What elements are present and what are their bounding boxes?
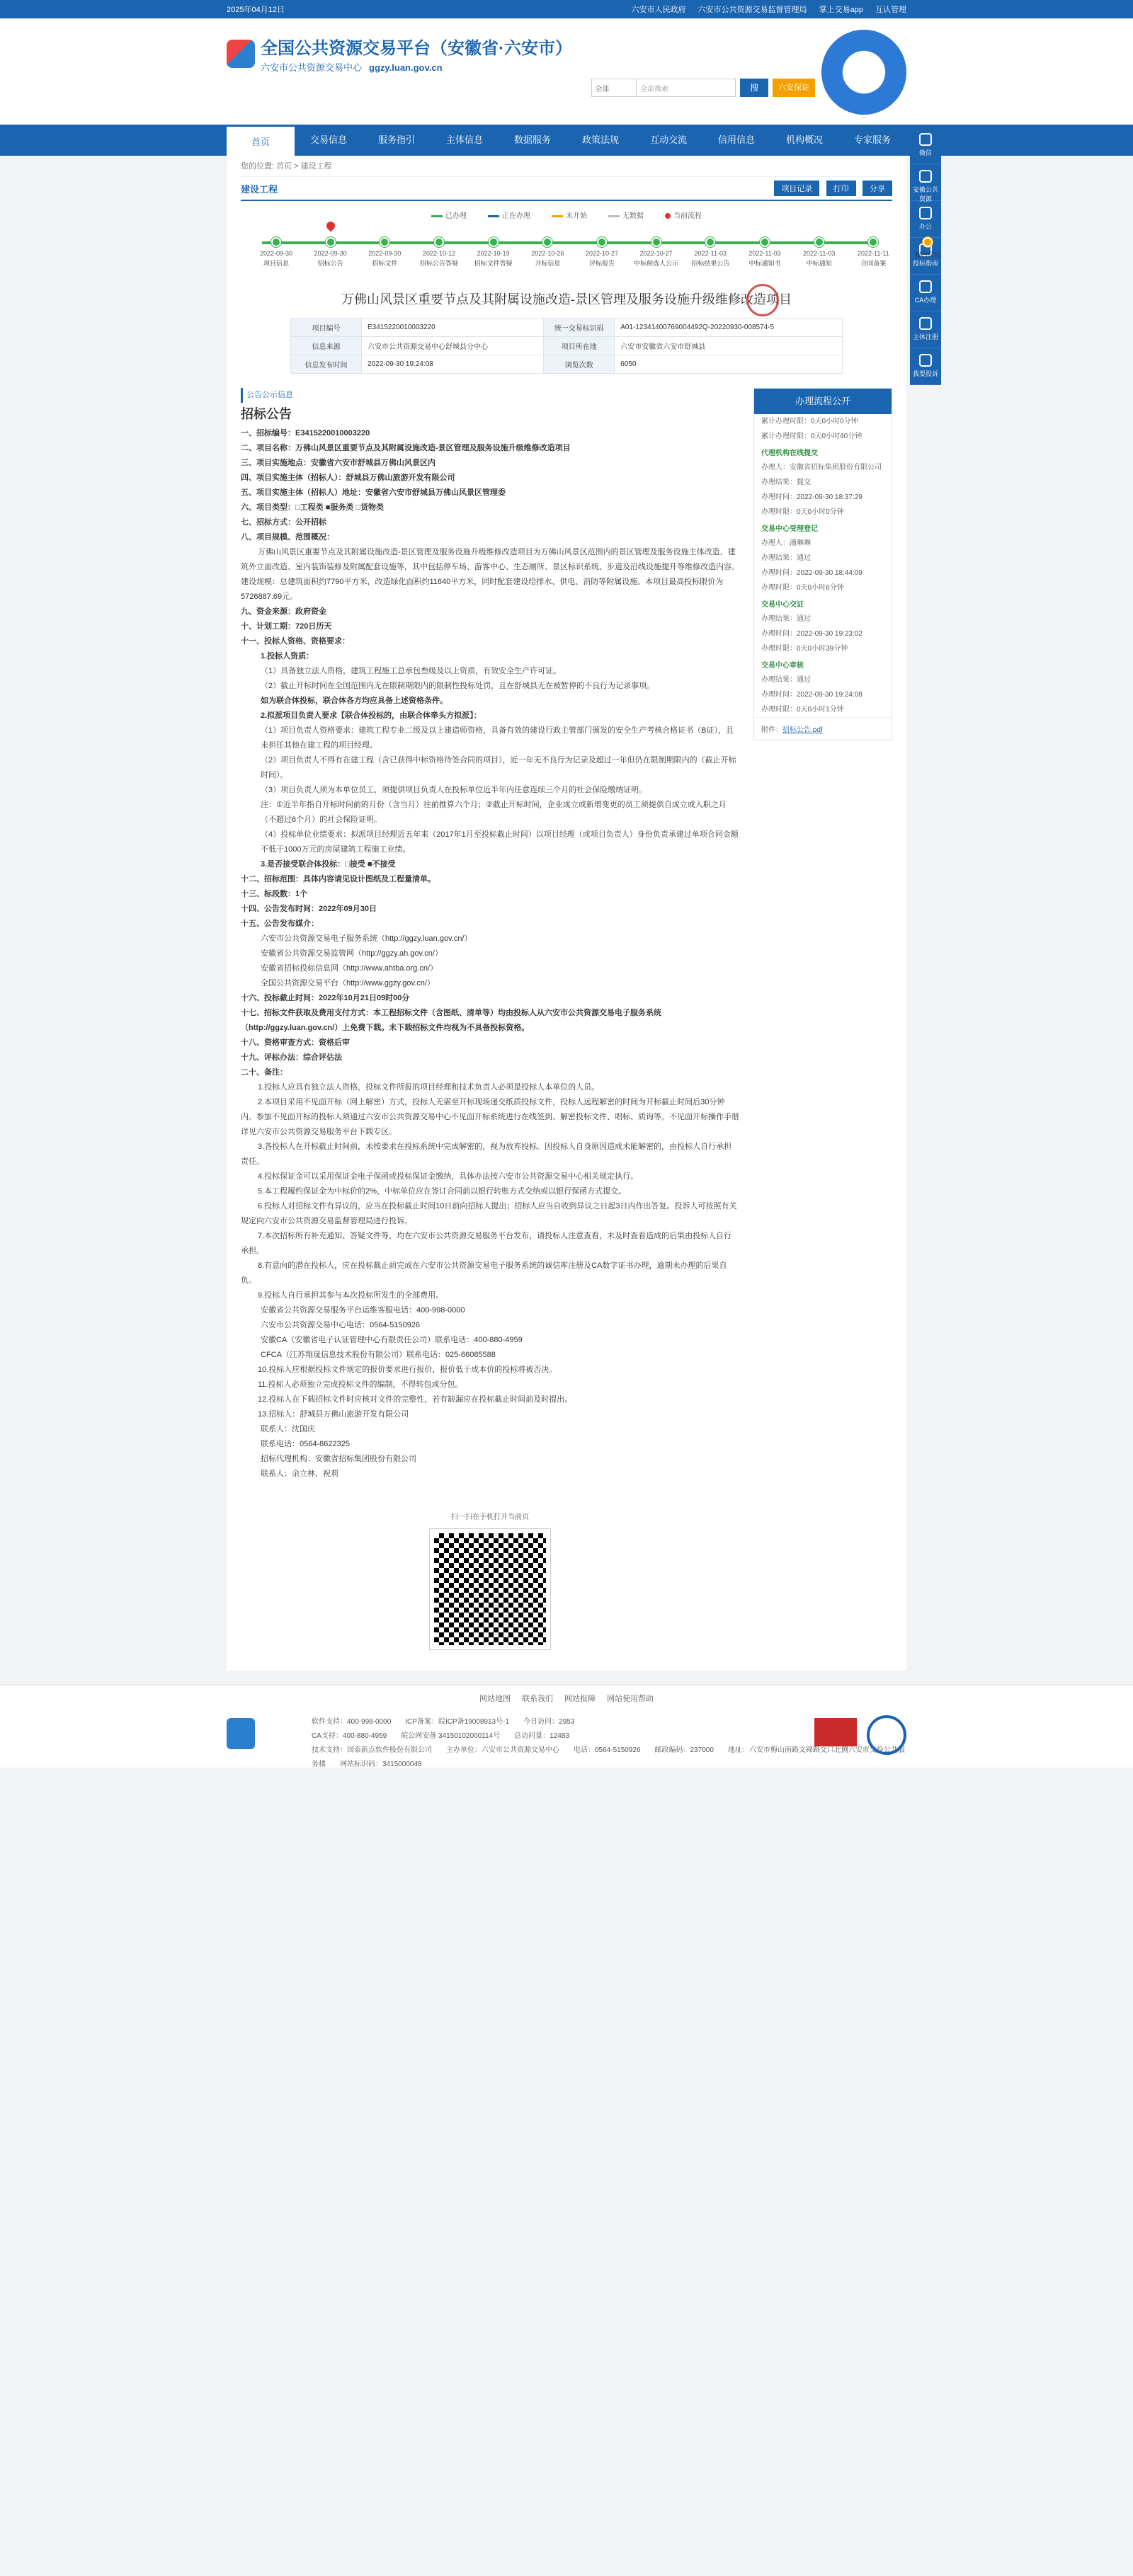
qr-code [430,1529,550,1649]
timeline-label: 招标公告 [317,260,343,267]
footer-text: 今日访问：2953 [523,1718,575,1726]
notice-line: 二十、备注： [241,1068,287,1077]
process-step-row: 办理结果：通过 [761,676,811,684]
legend-item: 未开始 [552,210,587,220]
notice-line: 10.投标人应根据投标文件规定的报价要求进行报价，报价低于成本价的投标将被否决。 [258,1366,557,1374]
timeline-label: 中标通知 [806,260,832,267]
process-step-row: 办理人：安徽省招标集团股份有限公司 [761,464,882,471]
section-toolbar [241,177,892,201]
attachment-label: 附件： [761,726,782,734]
notice-line: 7.本次招标所有补充通知、答疑文件等，均在六安市公共资源交易服务平台发布，请投标人注意查看，未及时查看造成的后果由投标人自行承担。 [241,1232,732,1255]
nav-item[interactable]: 信用信息 [717,134,755,145]
timeline-date: 2022-11-03 [694,250,727,257]
site-title: 全国公共资源交易平台（安徽省·六安市） [261,39,572,58]
timeline-node[interactable] [685,226,735,268]
project-info-table [290,318,843,374]
notice-line: 1.投标人资质： [261,652,314,660]
notice-line: 十五、公告发布媒介： [241,920,319,928]
logo-icon [227,40,255,68]
timeline-node[interactable] [414,226,464,268]
side-icon [919,317,932,330]
notice-line: 安徽省公共资源交易监管网（http://ggzy.ah.gov.cn/） [261,949,443,958]
side-icon [919,170,932,183]
top-bar [0,0,1133,18]
info-row [291,355,843,374]
timeline-date: 2022-11-03 [802,250,836,257]
footer-link[interactable]: 网站报障 [564,1695,596,1703]
footer-text: 技术支持：国泰新点软件股份有限公司 [312,1746,432,1754]
notice-line: 二、项目名称：万佛山风景区重要节点及其附属设施改造-景区管理及服务设施升级维修改造项目 [241,444,571,452]
header [0,18,1133,125]
process-step-row: 办理时限：0天0小时0分钟 [761,508,844,516]
notice-line: 9.投标人自行承担其参与本次投标所发生的全部费用。 [258,1291,444,1300]
notice-line: （2）截止开标时间在全国范围内无在限制期限内的限制性投标处罚，且在舒城县无在被暂停的不良行为记录事项。 [261,682,655,690]
notice-line: 4.投标保证金可以采用保证金电子保函或投标保证金缴纳，具体办法按六安市公共资源交易中心相关规定执行。 [258,1172,639,1181]
timeline-dot [814,237,824,247]
timeline-node[interactable] [740,226,790,268]
notice-line: 6.投标人对招标文件有异议的，应当在投标截止时间10日前向招标人提出；招标人应当自收到异议之日起3日内作出答复。投诉人可按照有关规定向六安市公共资源交易监督管理局进行投诉。 [241,1202,737,1225]
timeline-dot [542,237,552,247]
current-pin-icon [324,220,336,232]
nav-item[interactable]: 首页 [227,125,295,158]
side-item[interactable] [910,275,941,311]
legend-item: 无数据 [608,210,644,220]
info-value: 六安市公共资源交易中心舒城县分中心 [362,337,544,355]
notice-line: 3.各投标人在开标截止时间前，未按要求在投标系统中完成解密的，视为放弃投标。因投标人自身原因造成未能解密的，由投标人自行承担责任。 [241,1143,732,1166]
gov-badge-icon[interactable] [227,1718,255,1749]
emblem-icon [821,30,906,115]
section-title: 建设工程 [241,183,278,195]
notice-body [241,388,739,1649]
notice-line: 十七、招标文件获取及费用支付方式：本工程招标文件（含图纸、清单等）均由投标人从六安市公共资源交易电子服务系统（http://ggzy.luan.gov.cn/）上免费下载。未下载招标文件均视为不具备投标资格。 [241,1009,661,1032]
side-label: CA办理 [914,297,937,304]
process-step-row: 办理人：潘琳琳 [761,539,811,547]
timeline-dot [271,237,281,247]
legend-item: 正在办理 [488,210,530,220]
notice-line: 十九、评标办法：综合评估法 [241,1053,342,1062]
notice-line: （3）项目负责人须为本单位员工，须提供项目负责人在投标单位近半年内任意连续三个月的社会保险缴纳证明。 [261,786,647,794]
info-value: 六安市安徽省六安市舒城县 [615,337,843,355]
notice-line: 联系电话：0564-8622325 [261,1440,350,1448]
footer-text: 邮政编码：237000 [654,1746,714,1754]
timeline-date: 2022-10-12 [422,250,456,257]
notice-line: 招标代理机构：安徽省招标集团股份有限公司 [261,1455,416,1463]
info-row [291,319,843,337]
side-item[interactable] [910,348,941,385]
info-value: E3415220010003220 [362,319,544,337]
process-step-title: 交易中心交证 [761,601,804,609]
timeline-label: 招标文件 [372,260,398,267]
footer-text: 网站标识码：3415000048 [340,1761,422,1768]
timeline-label: 履约信息 [914,251,940,258]
timeline-legend [241,210,892,220]
process-step-row: 办理时间：2022-09-30 18:44:09 [761,569,862,577]
timeline-dot [705,237,715,247]
side-label: 微信 [918,149,932,156]
side-icon [919,133,932,146]
legend-item: 当前流程 [665,210,702,220]
process-step-title: 交易中心受理登记 [761,525,818,533]
process-meta: 累计办理时限：0天0小时0分钟 [761,418,858,425]
timeline-date: 2022-10-27 [585,250,619,257]
side-label: 办公 [918,223,932,230]
notice-line: （1）项目负责人资格要求：建筑工程专业二级及以上建造师资格，具备有效的建设行政主管部门颁发的安全生产考核合格证书（B证），且未担任其他在建工程的项目经理。 [261,726,734,750]
main-nav [0,125,1133,156]
process-step-row: 办理结果：通过 [761,554,811,562]
top-date: 2025年04月12日 [227,6,285,14]
top-link[interactable]: 六安市公共资源交易监督管理局 [698,6,807,14]
nav-item[interactable]: 主体信息 [445,134,483,145]
footer-text: 地址：六安市梅山南路文锦路交口北侧六安市交投公共服务楼 [312,1746,905,1768]
side-label: 主体注册 [912,333,938,340]
footer [0,1685,1133,1768]
notice-line: （2）项目负责人不得有在建工程（含已获得中标资格待签合同的项目），近一年无不良行为记录及超过一年但仍在限制期限内的（截止开标时间）。 [261,756,736,779]
timeline-label: 项目信息 [263,260,289,267]
notice-line: 十六、投标截止时间：2022年10月21日09时00分 [241,994,410,1002]
timeline-dot [923,237,933,247]
search-button[interactable]: 搜 [740,79,768,97]
side-item[interactable] [910,164,941,201]
timeline-dot [760,237,770,247]
nav-item[interactable]: 服务指引 [377,134,415,145]
notice-line: 8.有意向的潜在投标人，应在投标截止前完成在六安市公共资源交易电子服务系统的诚信库注册及CA数字证书办理，逾期未办理的后果自负。 [241,1261,727,1285]
process-step-row: 办理时间：2022-09-30 19:24:08 [761,691,862,699]
timeline-date: 2022-09-30 [259,250,293,257]
notice-line: 5.本工程履约保证金为中标价的2%，中标单位应在签订合同前以银行转账方式交纳或以银行保函方式提交。 [258,1187,627,1196]
notice-line: 3.是否接受联合体投标：□接受 ■不接受 [261,860,396,869]
process-step-row: 办理时间：2022-09-30 19:23:02 [761,630,862,638]
footer-line [312,1744,906,1772]
search-input[interactable]: 全部搜索 [637,79,736,97]
info-value: 6050 [615,355,843,374]
process-panel-title: 办理流程公开 [754,389,892,414]
side-icon [919,354,932,367]
top-link[interactable]: 掌上交易app [819,6,863,14]
notice-line: 安徽CA（安徽省电子认证管理中心有限责任公司）联系电话：400-880-4959 [261,1336,523,1344]
notice-line: 九、资金来源：政府资金 [241,607,326,616]
notice-line: 全国公共资源交易平台（http://www.ggzy.gov.cn/） [261,979,435,988]
nav-item[interactable]: 专家服务 [853,134,891,145]
qr-section [241,1510,739,1649]
side-label: 安徽公共资源 [912,186,938,202]
nav-item[interactable]: 政策法规 [581,134,619,145]
error-report-icon[interactable] [814,1718,857,1746]
top-link[interactable]: 六安市人民政府 [631,6,686,14]
footer-text: 主办单位：六安市公共资源交易中心 [446,1746,559,1754]
notice-line: 六安市公共资源交易电子服务系统（http://ggzy.luan.gov.cn/） [261,934,472,943]
notice-line: 十、计划工期：720日历天 [241,622,332,631]
timeline-dot [597,237,607,247]
info-value: A01-12341400769004492Q-20220930-008574-5 [615,319,843,337]
timeline-date: 2022-10-19 [477,250,510,257]
timeline-date: 2022-11-11 [857,250,889,257]
footer-text: ICP备案：皖ICP备19008913号-1 [405,1718,510,1726]
process-step-row: 办理时限：0天0小时39分钟 [761,645,848,653]
process-step-row: 办理结果：通过 [761,615,811,623]
notice-line: 注：①近半年指自开标时间前的月份（含当月）往前推算六个月；②截止开标时间，企业成立或新增变更的员工须提供自成立或入职之月（不超过6个月）的社会保险证明。 [261,801,727,824]
side-label: 我要投诉 [912,370,938,377]
timeline-label: 招标结果公告 [691,260,730,267]
timeline-label: 招标文件答疑 [474,260,513,267]
nav-item[interactable]: 交易信息 [309,134,347,145]
timeline-date: 2022-09-30 [368,250,402,257]
timeline-node[interactable] [632,226,681,268]
notice-line: 万佛山风景区重要节点及其附属设施改造-景区管理及服务设施升级维修改造项目为万佛山风景区范围内的景区管理及服务设施主体改造、建筑外立面改造、室内装饰装修及附属配套设施等，其中包括停车场、游客中心、生态厕所、景区标识系统、步道及沿线设施提升等维修改造内容。建设规模：总建筑面积约7790平方米，改造绿化面积约11640平方米，同时配套建设给排水、供电、消防等附属设施。本项目最高投标限价为5726887.69元。 [241,548,739,601]
info-key: 项目编号 [291,319,362,337]
process-meta: 累计办理时限：0天0小时40分钟 [761,433,862,440]
search-scope-select[interactable]: 全部 [591,79,637,97]
notice-line: （1）具备独立法人资格，建筑工程施工总承包叁级及以上资质，有效安全生产许可证。 [261,667,562,675]
timeline-date: 2022-10-26 [531,250,564,257]
print-button[interactable]: 打印 [826,181,856,196]
footer-link[interactable]: 网站使用帮助 [607,1695,654,1703]
search-bar [591,79,815,97]
timeline-node[interactable] [523,226,572,268]
side-item[interactable] [910,311,941,348]
notice-line: 12.投标人在下载招标文件时应核对文件的完整性，若有缺漏应在投标截止时间前及时提出。 [258,1395,573,1404]
notice-line: 联系人：余立林、祝莉 [261,1470,338,1478]
footer-text: 皖公网安备 34150102000114号 [401,1732,501,1740]
site-logo[interactable] [227,34,572,74]
notice-line: 七、招标方式：公开招标 [241,518,326,527]
attachment [754,717,892,740]
notice-line: 八、项目规模、范围概况： [241,533,334,542]
info-value: 2022-09-30 19:24:08 [362,355,544,374]
notice-line: 安徽省公共资源交易服务平台运维客服电话：400-998-0000 [261,1306,465,1315]
info-row [291,337,843,355]
notice-line: CFCA（江苏翔晟信息技术股份有限公司）联系电话：025-66085588 [261,1351,496,1359]
notice-line: 六、项目类型：□工程类 ■服务类 □货物类 [241,503,385,512]
process-step-title: 代理机构在线提交 [761,450,818,457]
timeline-node[interactable] [577,226,627,268]
info-key: 统一交易标识码 [544,319,615,337]
footer-text: 电话：0564-5150926 [574,1746,641,1754]
seal-stamp-icon [746,284,779,316]
timeline-label: 招标公告答疑 [419,260,458,267]
info-key: 项目所在地 [544,337,615,355]
notice-line: 2.本项目采用不见面开标（网上解密）方式，投标人无需至开标现场递交纸质投标文件，投标人远程解密的时间为开标截止时间后30分钟内。参加不见面开标的投标人须通过六安市公共资源交易中心不见面开标系统进行在线签到、解密投标文件、唱标、质询等。不见面开标操作手册详见六安市公共资源交易服务平台下载专区。 [241,1098,739,1136]
side-item[interactable] [910,127,941,164]
attachment-link[interactable]: 招标公告.pdf [782,726,823,734]
document-title: 万佛山风景区重要节点及其附属设施改造-景区管理及服务设施升级维修改造项目 [241,290,892,308]
notice-line: 十八、资格审查方式：资格后审 [241,1038,350,1047]
process-step-title: 交易中心审核 [761,662,804,670]
timeline-dot [651,237,661,247]
nav-item[interactable]: 数据服务 [513,134,551,145]
timeline-label: 评标报告 [588,260,615,267]
notice-line: 1.投标人应具有独立法人资格，投标文件所报的项目经理和技术负责人必须是投标人本单位的人员。 [258,1083,600,1092]
nav-item[interactable]: 机构概况 [785,134,823,145]
notice-line: 11.投标人必须独立完成投标文件的编制，不得转包或分包。 [258,1380,463,1389]
notice-line: 五、项目实施主体（招标人）地址：安徽省六安市舒城县万佛山风景区管理委 [241,488,506,497]
notice-line: 如为联合体投标，联合体各方均应具备上述资格条件。 [261,697,448,705]
timeline-dot [868,237,878,247]
legend-item: 已办理 [431,210,467,220]
timeline-node[interactable] [360,226,409,268]
timeline-label: 中标通知书 [748,260,781,267]
side-icon [919,280,932,293]
nav-item[interactable]: 互动交流 [649,134,687,145]
top-link[interactable]: 互认管理 [875,6,906,14]
timeline-date: 2022-10-27 [639,250,673,257]
timeline-node[interactable] [251,226,301,268]
footer-text: CA支持：400-880-4959 [312,1732,387,1740]
timeline-dot [489,237,499,247]
notice-line: 四、项目实施主体（招标人）：舒城县万佛山旅游开发有限公司 [241,474,455,482]
timeline-dot [326,237,336,247]
notice-line: 十三、标段数：1个 [241,890,308,898]
timeline-node[interactable] [903,226,952,259]
timeline-dot [434,237,444,247]
share-button[interactable]: 分享 [862,181,892,196]
info-key: 信息来源 [291,337,362,355]
info-key: 浏览次数 [544,355,615,374]
top-links [621,4,906,15]
guarantee-button[interactable]: 六安保证 [773,79,815,97]
timeline-label: 合同备案 [860,260,887,267]
notice-line: 安徽省招标投标信息网（http://www.ahtba.org.cn/） [261,964,438,973]
footer-link[interactable]: 网站地图 [479,1695,511,1703]
notice-line: 2.拟派项目负责人要求【联合体投标的，由联合体牵头方拟派】： [261,711,482,720]
ebs-logo-icon[interactable] [867,1715,906,1755]
timeline-node[interactable] [795,226,844,268]
notice-line: 13.招标人：舒城县万佛山旅游开发有限公司 [258,1410,409,1419]
notice-line: 十四、公告发布时间：2022年09月30日 [241,905,377,913]
qr-caption: 扫一扫在手机打开当前页 [451,1513,529,1521]
notice-line: （4）投标单位业绩要求：拟派项目经理近五年来（2017年1月至投标截止时间）以项目经理（或项目负责人）身份负责承建过单项合同金额不低于1000万元的房屋建筑工程施工业绩。 [261,830,739,854]
notice-line: 十二、招标范围：具体内容请见设计图纸及工程量清单。 [241,875,435,883]
timeline-date: 2022-09-30 [314,250,347,257]
timeline-date: 2022-11-03 [748,250,781,257]
process-panel [753,388,892,740]
breadcrumb: 您的位置: 首页 > 建设工程 [241,156,892,177]
process-step-row: 办理时限：0天0小时6分钟 [761,584,844,592]
notice-line: 三、项目实施地点：安徽省六安市舒城县万佛山风景区内 [241,459,435,467]
notice-heading: 招标公告 [241,407,292,421]
notice-line: 六安市公共资源交易中心电话：0564-5150926 [261,1321,420,1329]
timeline-node[interactable] [306,226,355,268]
timeline-node[interactable] [848,226,898,268]
footer-text: 软件支持：400-998-0000 [312,1718,392,1726]
process-step-row: 办理时间：2022-09-30 18:37:29 [761,493,862,501]
process-step-row: 办理结果：提交 [761,479,811,486]
site-subtitle: 六安市公共资源交易中心 ggzy.luan.gov.cn [261,62,443,73]
side-icon [919,207,932,219]
footer-link[interactable]: 联系我们 [522,1695,553,1703]
notice-line: 一、招标编号：E3415220010003220 [241,429,370,437]
timeline-label: 中标候选人公示 [634,260,679,267]
notice-line: 联系人：沈国庆 [261,1425,315,1433]
timeline-label: 开标信息 [535,260,561,267]
info-key: 信息发布时间 [291,355,362,374]
footer-text: 总访问量：12483 [514,1732,569,1740]
side-label: 投标指南 [912,260,938,267]
notice-line: 十一、投标人资格、资格要求： [241,637,350,646]
timeline-dot [380,237,389,247]
process-step-row: 办理时限：0天0小时1分钟 [761,706,844,714]
timeline-node[interactable] [469,226,518,268]
notice-category: 公告公示信息 [241,388,739,403]
project-record-button[interactable]: 项目记录 [774,181,819,196]
